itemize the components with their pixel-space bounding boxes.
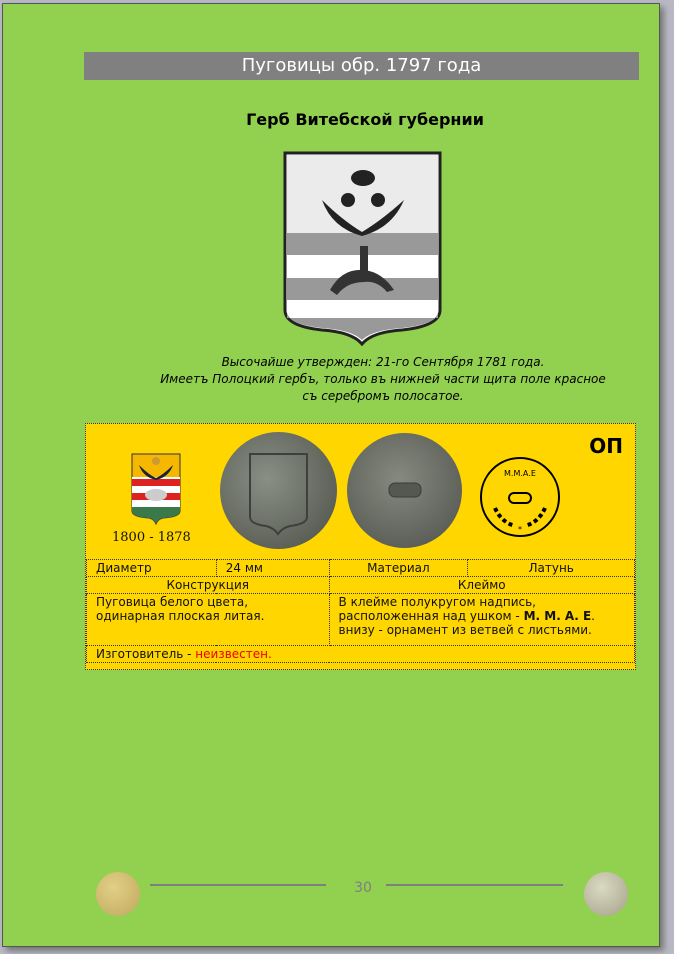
spec-table [86,559,635,663]
coat-caption [103,354,663,405]
color-coat-of-arms-image [131,453,181,525]
footer-divider-right [386,884,563,886]
svg-text:М.М.А.Е: М.М.А.Е [504,469,536,478]
material-value: Латунь [468,560,635,577]
mark-header: Клеймо [329,577,634,594]
mark-description: В клейме полукругом надпись, расположенная над ушком - М. М. А. Е. внизу - орнамент из ветвей с листьями. [329,594,634,646]
diameter-value: 24 мм [216,560,329,577]
document-page [2,3,660,947]
maker-label: Изготовитель - [96,647,196,661]
footer-monogram-button-icon [584,872,628,916]
footer-divider-left [150,884,326,886]
caption-line: Высочайше утвержден: 21-го Сентября 1781 года. [221,355,545,369]
material-label: Материал [329,560,468,577]
button-front-photo [220,432,337,549]
caption-line: Имеетъ Полоцкий гербъ, только въ нижней части щита поле красное [160,372,606,386]
construction-header: Конструкция [87,577,330,594]
diameter-label: Диаметр [87,560,217,577]
coat-shield-icon [220,432,337,549]
footer-eagle-button-icon [96,872,140,916]
caption-line: съ серебромъ полосатое. [302,389,464,403]
button-info-card [85,423,636,670]
maker-value: неизвестен. [195,647,272,661]
shank-icon [347,433,462,548]
years-label: 1800 - 1878 [112,530,191,545]
page-title-bar: Пуговицы обр. 1797 года [84,52,639,80]
svg-text:*: * [518,525,522,534]
vitebsk-coat-of-arms-image [282,150,443,346]
maker-row [87,646,635,663]
section-title: Герб Витебской губернии [246,110,484,129]
type-badge: ОП [589,434,623,458]
page-number: 30 [354,880,372,896]
construction-text: Пуговица белого цвета, одинарная плоская литая. [87,594,330,646]
button-back-photo [347,433,462,548]
mark-stamp-drawing [479,456,561,538]
